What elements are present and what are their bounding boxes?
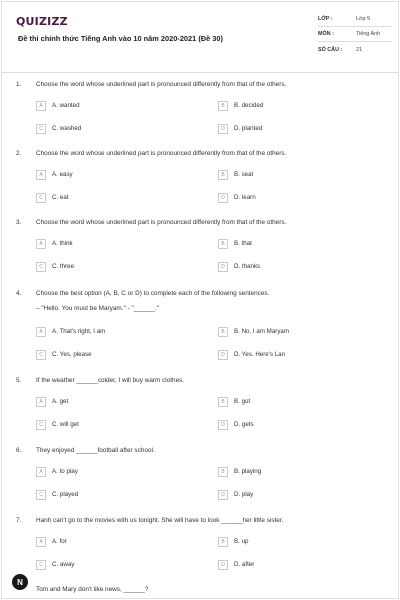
meta-label: MÔN : [318,31,334,37]
option-letter-box[interactable]: A [36,397,46,407]
meta-value: 21 [356,46,362,53]
meta-label: LỚP : [318,16,333,22]
answer-option-d[interactable] [218,419,254,430]
answer-option-c[interactable] [36,559,74,570]
answer-option-d[interactable] [218,559,254,570]
option-text: C. away [52,561,75,568]
option-letter-box[interactable]: D [218,350,228,360]
question-number: 6. [16,447,22,454]
option-letter-box[interactable]: B [218,239,228,249]
question-text: Hanh can't go to the movies with us tonight. She will have to look ______her little sister. [36,517,284,524]
option-letter-box[interactable]: A [36,170,46,180]
worksheet-page [1,1,399,599]
answer-option-b[interactable] [218,466,261,477]
answer-option-b[interactable] [218,238,252,249]
question-number: 1. [16,81,22,88]
option-text: D. gets [234,421,254,428]
worksheet-header [2,2,398,68]
option-text: D. learn [234,194,256,201]
option-text: D. play [234,491,254,498]
answer-option-b[interactable] [218,100,263,111]
meta-info [318,12,392,57]
option-letter-box[interactable]: C [36,350,46,360]
floating-action-button[interactable]: N [12,574,28,590]
option-letter-box[interactable]: B [218,537,228,547]
option-letter-box[interactable]: B [218,397,228,407]
question-subtext: – "Hello. You must be Maryam." - "______." [36,305,160,312]
answer-option-a[interactable] [36,100,80,111]
option-letter-box[interactable]: D [218,490,228,500]
answer-option-d[interactable] [218,123,262,134]
question-text: If the weather ______colder, I will buy warm clothes. [36,377,185,384]
question-number: 2. [16,150,22,157]
option-text: A. get [52,398,69,405]
option-text: B. playing [234,468,262,475]
option-text: A. That's right, I am [52,328,106,335]
option-letter-box[interactable]: C [36,560,46,570]
meta-row-class [318,12,392,27]
option-text: A. easy [52,171,73,178]
question-number: 3. [16,219,22,226]
option-letter-box[interactable]: C [36,193,46,203]
option-text: D. planted [234,125,263,132]
option-text: B. decided [234,102,264,109]
question-number: 7. [16,517,22,524]
option-text: B. up [234,538,249,545]
option-letter-box[interactable]: B [218,467,228,477]
option-letter-box[interactable]: A [36,101,46,111]
question-text: They enjoyed ______football after school. [36,447,155,454]
option-text: C. eat [52,194,69,201]
option-text: C. Yes, please [52,351,92,358]
answer-option-c[interactable] [36,349,92,360]
option-text: B. No, I am Maryam [234,328,290,335]
header-divider [2,72,398,73]
answer-option-c[interactable] [36,489,78,500]
option-letter-box[interactable]: C [36,490,46,500]
answer-option-a[interactable] [36,396,68,407]
meta-row-count [318,42,392,57]
question-text: Choose the best option (A, B, C or D) to complete each of the following sentences. [36,290,270,297]
question-text: Tom and Mary don't like news, ______? [36,586,149,593]
option-text: C. will get [52,421,79,428]
option-letter-box[interactable]: D [218,262,228,272]
option-letter-box[interactable]: A [36,467,46,477]
answer-option-c[interactable] [36,419,79,430]
answer-option-d[interactable] [218,261,260,272]
answer-option-c[interactable] [36,261,74,272]
option-letter-box[interactable]: D [218,420,228,430]
option-letter-box[interactable]: A [36,239,46,249]
option-text: B. got [234,398,251,405]
question-number: 5. [16,377,22,384]
option-text: A. for [52,538,67,545]
option-text: B. that [234,240,252,247]
option-text: B. seat [234,171,254,178]
option-letter-box[interactable]: D [218,560,228,570]
option-letter-box[interactable]: C [36,420,46,430]
answer-option-a[interactable] [36,169,73,180]
question-number: 4. [16,290,22,297]
answer-option-a[interactable] [36,466,78,477]
answer-option-b[interactable] [218,326,289,337]
option-letter-box[interactable]: B [218,327,228,337]
page-title: Đề thi chính thức Tiếng Anh vào 10 năm 2020-2021 (Đề 30) [18,34,223,43]
option-letter-box[interactable]: C [36,262,46,272]
answer-option-a[interactable] [36,326,105,337]
meta-value: Lớp 9 [356,16,371,22]
answer-option-a[interactable] [36,536,67,547]
answer-option-d[interactable] [218,349,285,360]
option-text: A. think [52,240,73,247]
option-letter-box[interactable]: A [36,537,46,547]
question-text: Choose the word whose underlined part is pronounced differently from that of the others. [36,219,287,226]
meta-value: Tiếng Anh [356,31,381,37]
quizizz-logo: QUIZIZZ [16,15,68,28]
option-text: A. to play [52,468,78,475]
option-text: C. washed [52,125,82,132]
option-letter-box[interactable]: A [36,327,46,337]
meta-label: SỐ CÂU : [318,46,343,53]
answer-option-b[interactable] [218,536,248,547]
option-letter-box[interactable]: B [218,101,228,111]
option-text: D. after [234,561,255,568]
option-letter-box[interactable]: B [218,170,228,180]
answer-option-d[interactable] [218,489,253,500]
answer-option-c[interactable] [36,192,69,203]
answer-option-b[interactable] [218,396,250,407]
option-text: A. wanted [52,102,80,109]
question-text: Choose the word whose underlined part is pronounced differently from that of the others. [36,150,287,157]
answer-option-d[interactable] [218,192,256,203]
option-text: C. three [52,263,75,270]
question-text: Choose the word whose underlined part is pronounced differently from that of the others. [36,81,287,88]
answer-option-c[interactable] [36,123,81,134]
option-letter-box[interactable]: D [218,124,228,134]
option-letter-box[interactable]: C [36,124,46,134]
answer-option-b[interactable] [218,169,253,180]
option-letter-box[interactable]: D [218,193,228,203]
meta-row-subject [318,27,392,42]
option-text: C. played [52,491,79,498]
option-text: D. thanks [234,263,261,270]
option-text: D. Yes. Here's Lan [234,351,286,358]
answer-option-a[interactable] [36,238,73,249]
